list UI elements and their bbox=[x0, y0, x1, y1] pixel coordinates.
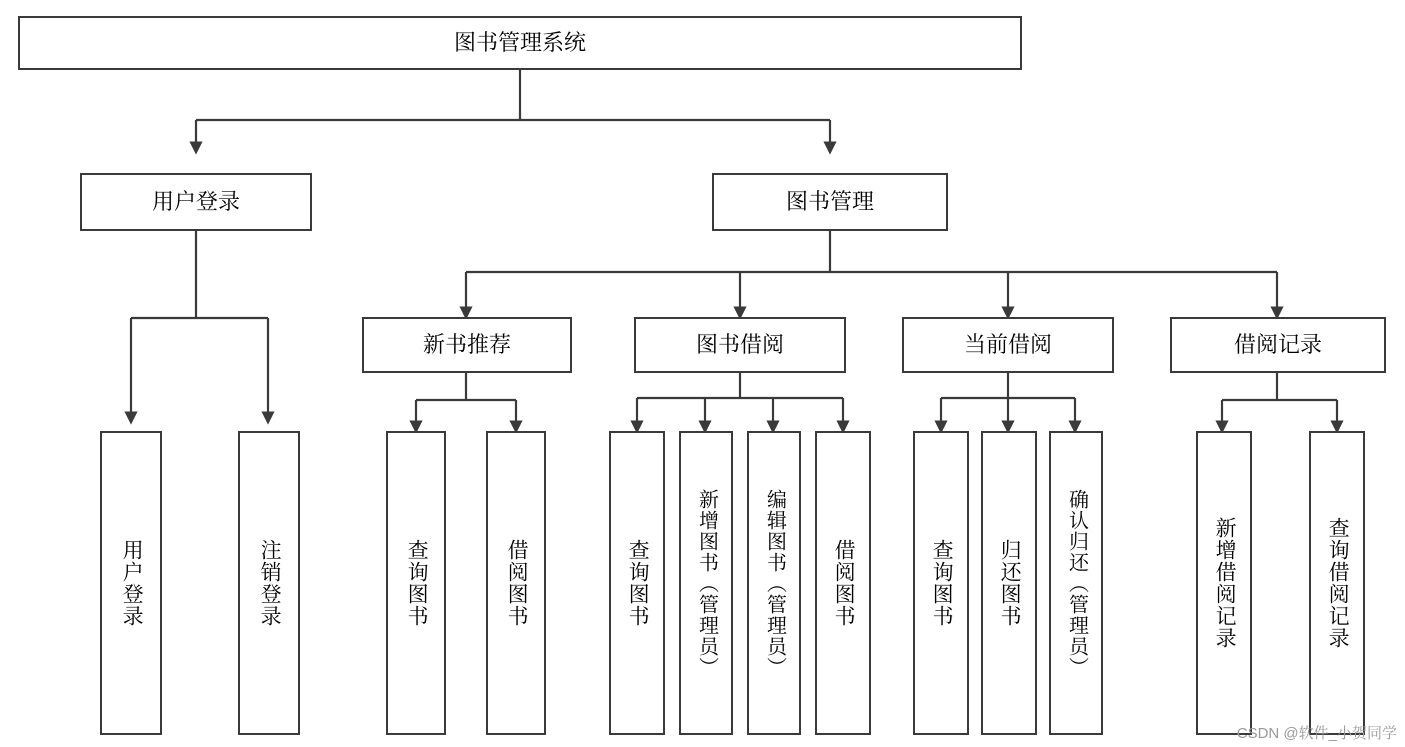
node-book-management-label: 图书管理 bbox=[785, 189, 874, 215]
leaf-query-book-borrow bbox=[609, 431, 665, 735]
leaf-user-login bbox=[100, 431, 162, 735]
node-user-login bbox=[80, 173, 312, 231]
leaf-logout-label: 注销登录 bbox=[258, 539, 282, 627]
watermark: CSDN @软件_小贺同学 bbox=[1236, 725, 1397, 742]
node-book-borrow-label: 图书借阅 bbox=[695, 332, 784, 358]
node-root-label: 图书管理系统 bbox=[453, 30, 586, 56]
node-book-management bbox=[712, 173, 948, 231]
leaf-user-login-label: 用户登录 bbox=[120, 539, 144, 627]
node-borrow-records-label: 借阅记录 bbox=[1233, 332, 1322, 358]
node-borrow-records bbox=[1170, 317, 1386, 373]
leaf-add-record-label: 新增借阅记录 bbox=[1213, 517, 1237, 649]
node-user-login-label: 用户登录 bbox=[151, 189, 240, 215]
leaf-confirm-return bbox=[1049, 431, 1103, 735]
node-current-borrow-label: 当前借阅 bbox=[963, 332, 1052, 358]
leaf-query-record bbox=[1309, 431, 1365, 735]
leaf-add-book bbox=[679, 431, 733, 735]
leaf-query-record-label: 查询借阅记录 bbox=[1326, 517, 1350, 649]
node-root bbox=[18, 16, 1022, 70]
node-new-book-recommend bbox=[362, 317, 572, 373]
node-book-borrow bbox=[634, 317, 846, 373]
leaf-return-book-label: 归还图书 bbox=[998, 539, 1022, 627]
leaf-query-book-new-label: 查询图书 bbox=[405, 539, 429, 627]
leaf-borrow-book-label: 借阅图书 bbox=[832, 539, 856, 627]
leaf-borrow-book bbox=[815, 431, 871, 735]
leaf-add-book-label: 新增图书（管理员） bbox=[695, 488, 718, 678]
leaf-query-book-new bbox=[386, 431, 446, 735]
leaf-query-book-current-label: 查询图书 bbox=[930, 539, 954, 627]
leaf-borrow-book-new-label: 借阅图书 bbox=[505, 539, 529, 627]
leaf-borrow-book-new bbox=[486, 431, 546, 735]
leaf-query-book-current bbox=[913, 431, 969, 735]
leaf-confirm-return-label: 确认归还（管理员） bbox=[1065, 488, 1088, 678]
leaf-query-book-borrow-label: 查询图书 bbox=[626, 539, 650, 627]
node-current-borrow bbox=[902, 317, 1114, 373]
node-new-book-recommend-label: 新书推荐 bbox=[422, 332, 511, 358]
leaf-add-record bbox=[1196, 431, 1252, 735]
leaf-edit-book-label: 编辑图书（管理员） bbox=[763, 488, 786, 678]
leaf-logout bbox=[238, 431, 300, 735]
leaf-return-book bbox=[981, 431, 1037, 735]
leaf-edit-book bbox=[747, 431, 801, 735]
